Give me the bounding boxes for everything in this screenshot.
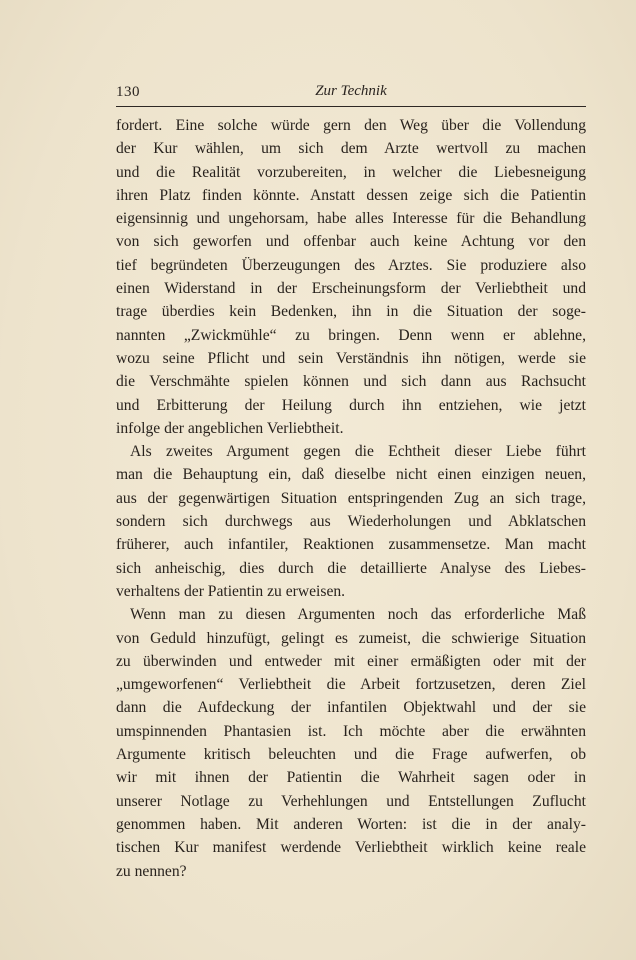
text-line: infolge der angeblichen Verliebtheit. <box>116 419 344 437</box>
text-line: Als zweites Argument gegen die Echtheit dieser Liebe führt <box>130 443 586 461</box>
paragraph-1 <box>116 114 586 440</box>
text-line: verhaltens der Patientin zu erweisen. <box>116 582 346 600</box>
text-line: dann die Aufdeckung der infantilen Objektwahl und der sie <box>116 699 586 717</box>
text-line: Wenn man zu diesen Argumenten noch das erforderliche Maß <box>130 606 586 624</box>
paragraph-2 <box>116 440 586 603</box>
text-line: Argumente kritisch beleuchten und die Frage aufwerfen, ob <box>116 746 586 764</box>
text-line: man die Behauptung ein, daß dieselbe nicht einen einzigen neuen, <box>116 466 586 484</box>
text-line: sondern sich durchwegs aus Wiederholungen und Abklatschen <box>116 513 586 531</box>
text-line: genommen haben. Mit anderen Worten: ist die in der analy- <box>116 815 586 833</box>
text-line: die Verschmähte spielen können und sich dann aus Rachsucht <box>116 373 586 391</box>
text-line: aus der gegenwärtigen Situation entspringenden Zug an sich trage, <box>116 489 586 507</box>
text-line: der Kur wählen, um sich dem Arzte wertvoll zu machen <box>116 140 586 158</box>
text-line: früherer, auch infantiler, Reaktionen zusammensetze. Man macht <box>116 536 586 554</box>
text-line: zu überwinden und entweder mit einer ermäßigten oder mit der <box>116 652 586 670</box>
text-line: umspinnenden Phantasien ist. Ich möchte aber die erwähnten <box>116 722 586 740</box>
text-line: und Erbitterung der Heilung durch ihn entziehen, wie jetzt <box>116 396 586 414</box>
text-line: wir mit ihnen der Patientin die Wahrheit sagen oder in <box>116 769 586 787</box>
body-text <box>116 114 586 883</box>
text-line: von sich geworfen und offenbar auch keine Achtung vor den <box>116 233 586 251</box>
paragraph-3 <box>116 603 586 883</box>
text-line: und die Realität vorzubereiten, in welcher die Liebesneigung <box>116 163 586 181</box>
text-line: ihren Platz finden könnte. Anstatt dessen zeige sich die Patientin <box>116 186 586 204</box>
text-line: von Geduld hinzufügt, gelingt es zumeist, die schwierige Situation <box>116 629 586 647</box>
text-line: „umgeworfenen“ Verliebtheit die Arbeit fortzusetzen, deren Ziel <box>116 676 586 694</box>
text-line: zu nennen? <box>116 862 187 880</box>
text-line: fordert. Eine solche würde gern den Weg über die Vollendung <box>116 117 586 134</box>
text-line: sich anheischig, dies durch die detaillierte Analyse des Liebes- <box>116 559 586 577</box>
text-line: nannten „Zwickmühle“ zu bringen. Denn wenn er ablehne, <box>116 326 586 344</box>
text-line: wozu seine Pflicht und sein Verständnis ihn nötigen, werde sie <box>116 349 586 367</box>
text-line: tischen Kur manifest werdende Verliebtheit wirklich keine reale <box>116 839 586 857</box>
text-line: tief begründeten Überzeugungen des Arztes. Sie produziere also <box>116 256 586 274</box>
text-line: trage überdies kein Bedenken, ihn in die Situation der soge- <box>116 303 586 321</box>
text-line: eigensinnig und ungehorsam, habe alles Interesse für die Behandlung <box>116 210 586 228</box>
header-rule <box>116 106 586 107</box>
page-header <box>116 82 586 104</box>
text-line: einen Widerstand in der Erscheinungsform der Verliebtheit und <box>116 280 586 298</box>
text-line: unserer Notlage zu Verhehlungen und Entstellungen Zuflucht <box>116 792 586 810</box>
running-title: Zur Technik <box>315 83 387 99</box>
page-number: 130 <box>116 84 140 100</box>
